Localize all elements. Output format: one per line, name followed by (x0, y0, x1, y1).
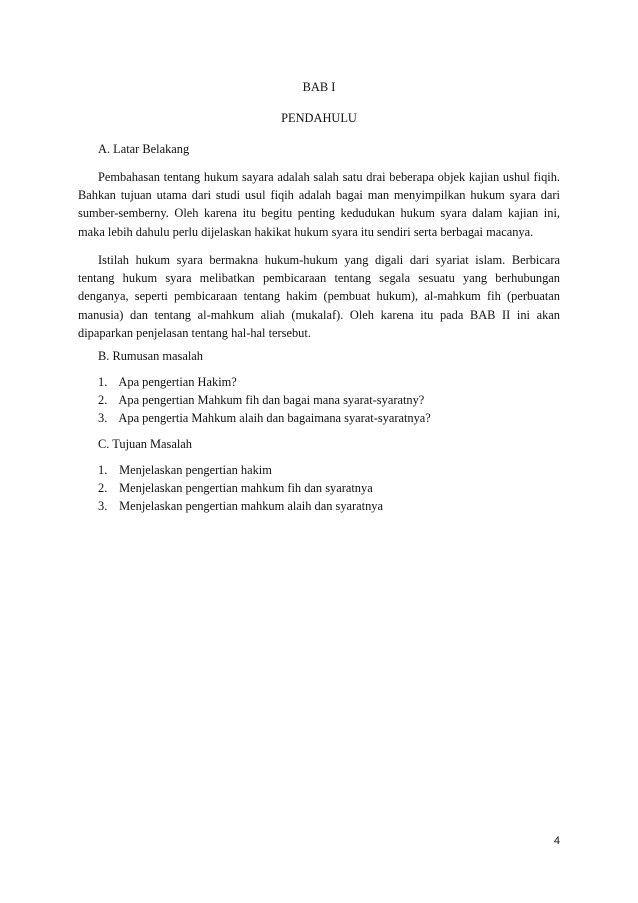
list-item (98, 391, 431, 409)
list-item-number: 1. (98, 463, 108, 477)
list-item (98, 479, 383, 497)
section-a-heading: A. Latar Belakang (98, 142, 190, 156)
list-item-text: Apa pengertian Hakim? (118, 375, 237, 389)
list-item-text: Menjelaskan pengertian hakim (119, 463, 272, 477)
section-b-heading: B. Rumusan masalah (98, 349, 203, 363)
list-item (98, 373, 431, 391)
page-title: PENDAHULU (281, 111, 357, 125)
list-item-text: Apa pengertian Mahkum fih dan bagai mana syarat-syaratny? (118, 393, 425, 407)
section-a-paragraph-1: Pembahasan tentang hukum sayara adalah salah satu drai beberapa objek kajian ushul fiqih. Bahkan tujuan utama dari studi usul fiqih adalah bagai man menyimpilkan hukum syara dari sumber-semberny. Oleh karena itu begitu penting kedudukan hukum syara dalam kajian ini, maka lebih dahulu perlu dijelaskan hakikat hukum syara itu sendiri serta berbagai macanya. (78, 170, 560, 239)
list-item (98, 461, 383, 479)
list-item (98, 497, 383, 515)
list-item-number: 2. (98, 393, 108, 407)
list-item-number: 2. (98, 481, 108, 495)
section-b-list (98, 373, 431, 427)
list-item (98, 409, 431, 427)
list-item-text: Apa pengertia Mahkum alaih dan bagaimana syarat-syaratnya? (118, 411, 431, 425)
section-c-heading: C. Tujuan Masalah (98, 437, 192, 451)
page-number: 4 (553, 835, 560, 847)
list-item-number: 1. (98, 375, 108, 389)
list-item-text: Menjelaskan pengertian mahkum fih dan syaratnya (119, 481, 373, 495)
list-item-number: 3. (98, 499, 108, 513)
section-a-paragraph-2: Istilah hukum syara bermakna hukum-hukum yang digali dari syariat islam. Berbicara tentang hukum syara melibatkan pembicaraan tentang segala sesuatu yang berhubungan denganya, seperti pembicaraan tentang hakim (pembuat hukum), al-mahkum fih (perbuatan manusia) dan tentang al-mahkum aliah (mukalaf). Oleh karena itu pada BAB II ini akan dipaparkan penjelasan tentang hal-hal tersebut. (78, 253, 560, 340)
list-item-number: 3. (98, 411, 108, 425)
list-item-text: Menjelaskan pengertian mahkum alaih dan syaratnya (119, 499, 384, 513)
chapter-label: BAB I (302, 80, 336, 94)
section-c-list (98, 461, 383, 515)
